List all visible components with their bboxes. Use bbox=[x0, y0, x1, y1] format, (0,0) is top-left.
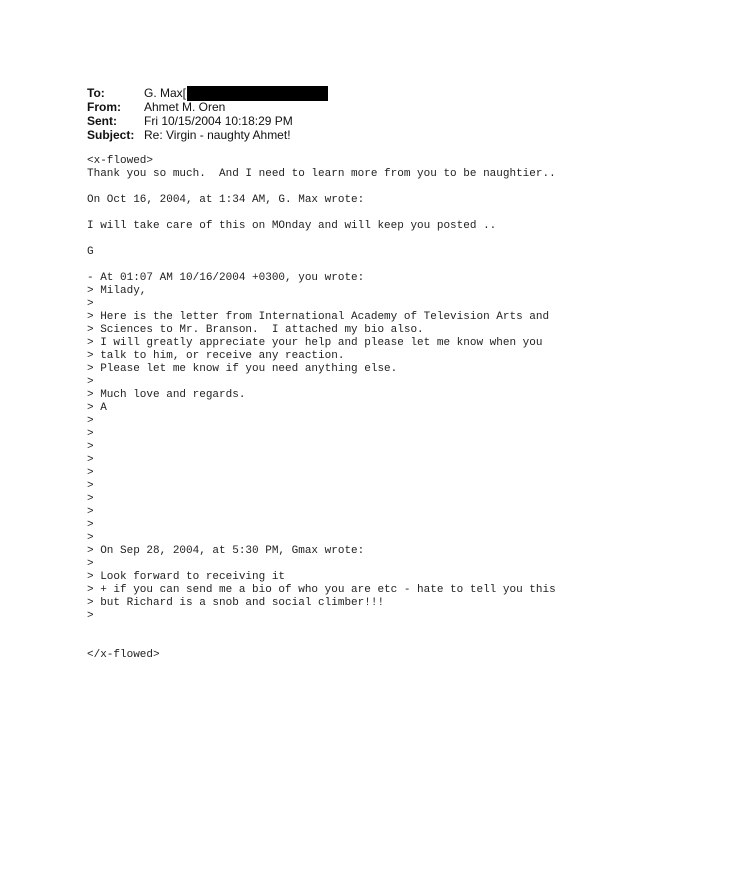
body-line: > talk to him, or receive any reaction. bbox=[87, 350, 345, 362]
email-body bbox=[87, 155, 556, 662]
body-line: <x-flowed> bbox=[87, 155, 154, 167]
to-value: G. Max[ bbox=[144, 86, 187, 100]
body-line: I will take care of this on MOnday and will keep you posted .. bbox=[87, 220, 497, 232]
body-line: > bbox=[87, 454, 94, 466]
body-line: - At 01:07 AM 10/16/2004 +0300, you wrote: bbox=[87, 272, 365, 284]
body-line: > I will greatly appreciate your help and please let me know when you bbox=[87, 337, 543, 349]
to-label: To: bbox=[87, 86, 105, 100]
body-line: On Oct 16, 2004, at 1:34 AM, G. Max wrote: bbox=[87, 194, 365, 206]
body-line: > bbox=[87, 532, 94, 544]
body-line: > Sciences to Mr. Branson. I attached my bio also. bbox=[87, 324, 424, 336]
body-line: > Here is the letter from International Academy of Television Arts and bbox=[87, 311, 550, 323]
body-line: > bbox=[87, 376, 94, 388]
body-line bbox=[87, 181, 556, 194]
body-line bbox=[87, 207, 556, 220]
body-line: > bbox=[87, 493, 94, 505]
body-line: > bbox=[87, 558, 94, 570]
body-line: > bbox=[87, 519, 94, 531]
body-line bbox=[87, 623, 556, 636]
from-value: Ahmet M. Oren bbox=[144, 100, 226, 114]
body-line: > bbox=[87, 441, 94, 453]
sent-label: Sent: bbox=[87, 114, 117, 128]
body-line: </x-flowed> bbox=[87, 649, 160, 661]
from-label: From: bbox=[87, 100, 121, 114]
from-row bbox=[87, 100, 328, 114]
sent-row bbox=[87, 114, 328, 128]
body-line: > Milady, bbox=[87, 285, 147, 297]
to-row bbox=[87, 86, 328, 100]
subject-label: Subject: bbox=[87, 128, 135, 142]
body-line: > Look forward to receiving it bbox=[87, 571, 286, 583]
body-line: > bbox=[87, 610, 94, 622]
body-line: > + if you can send me a bio of who you are etc - hate to tell you this bbox=[87, 584, 556, 596]
body-line: > but Richard is a snob and social climber!!! bbox=[87, 597, 385, 609]
body-line bbox=[87, 233, 556, 246]
body-line: > A bbox=[87, 402, 107, 414]
body-line bbox=[87, 636, 556, 649]
subject-row bbox=[87, 128, 328, 142]
body-line: > bbox=[87, 506, 94, 518]
body-line: G bbox=[87, 246, 94, 258]
subject-value: Re: Virgin - naughty Ahmet! bbox=[144, 128, 291, 142]
body-line: Thank you so much. And I need to learn more from you to be naughtier.. bbox=[87, 168, 556, 180]
body-line: > On Sep 28, 2004, at 5:30 PM, Gmax wrote: bbox=[87, 545, 365, 557]
redaction-block bbox=[187, 86, 328, 101]
body-line: > bbox=[87, 428, 94, 440]
body-line: > bbox=[87, 298, 94, 310]
sent-value: Fri 10/15/2004 10:18:29 PM bbox=[144, 114, 293, 128]
body-line: > bbox=[87, 415, 94, 427]
body-line: > bbox=[87, 480, 94, 492]
body-line bbox=[87, 259, 556, 272]
body-line: > Much love and regards. bbox=[87, 389, 246, 401]
body-line: > bbox=[87, 467, 94, 479]
body-line: > Please let me know if you need anything else. bbox=[87, 363, 398, 375]
email-header bbox=[87, 86, 328, 142]
